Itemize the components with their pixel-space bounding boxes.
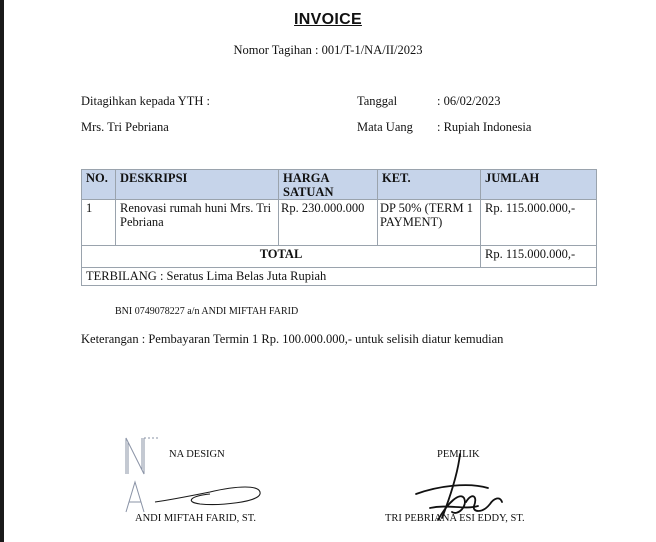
total-row xyxy=(82,246,597,268)
table-row xyxy=(82,200,597,246)
table-header-row xyxy=(82,170,597,200)
header-unit-price: HARGA SATUAN xyxy=(279,170,378,200)
bank-account: BNI 0749078227 a/n ANDI MIFTAH FARID xyxy=(115,306,299,317)
header-description: DESKRIPSI xyxy=(116,170,279,200)
row-amount: Rp. 115.000.000,- xyxy=(481,200,597,246)
right-signer-name: TRI PEBRIANA ESI EDDY, ST. xyxy=(385,513,525,524)
left-company-name: NA DESIGN xyxy=(169,449,225,460)
header-no: NO. xyxy=(82,170,116,200)
row-description: Renovasi rumah huni Mrs. Tri Pebriana xyxy=(116,200,279,246)
header-amount: JUMLAH xyxy=(481,170,597,200)
invoice-number: Nomor Tagihan : 001/T-1/NA/II/2023 xyxy=(233,43,423,57)
left-signature-scribble xyxy=(150,470,270,515)
terbilang-text: TERBILANG : Seratus Lima Belas Juta Rupiah xyxy=(82,268,597,286)
date-label: Tanggal xyxy=(357,94,398,108)
currency-value: : Rupiah Indonesia xyxy=(437,120,532,134)
right-title: PEMILIK xyxy=(437,449,480,460)
total-label: TOTAL xyxy=(82,246,481,268)
row-no: 1 xyxy=(82,200,116,246)
left-signer-name: ANDI MIFTAH FARID, ST. xyxy=(135,513,256,524)
total-value: Rp. 115.000.000,- xyxy=(481,246,597,268)
row-ket: DP 50% (TERM 1 PAYMENT) xyxy=(378,200,481,246)
terbilang-row xyxy=(82,268,597,286)
header-ket: KET. xyxy=(378,170,481,200)
date-value: : 06/02/2023 xyxy=(437,94,501,108)
currency-label: Mata Uang xyxy=(357,120,413,134)
invoice-title: INVOICE xyxy=(294,11,362,28)
keterangan-note: Keterangan : Pembayaran Termin 1 Rp. 100.000.000,- untuk selisih diatur kemudian xyxy=(81,332,504,346)
bill-to-label: Ditagihkan kepada YTH : xyxy=(81,94,211,108)
invoice-table xyxy=(81,169,597,286)
row-unit-price: Rp. 230.000.000 xyxy=(279,200,378,246)
bill-to-name: Mrs. Tri Pebriana xyxy=(81,120,169,134)
page-left-border xyxy=(0,0,4,542)
